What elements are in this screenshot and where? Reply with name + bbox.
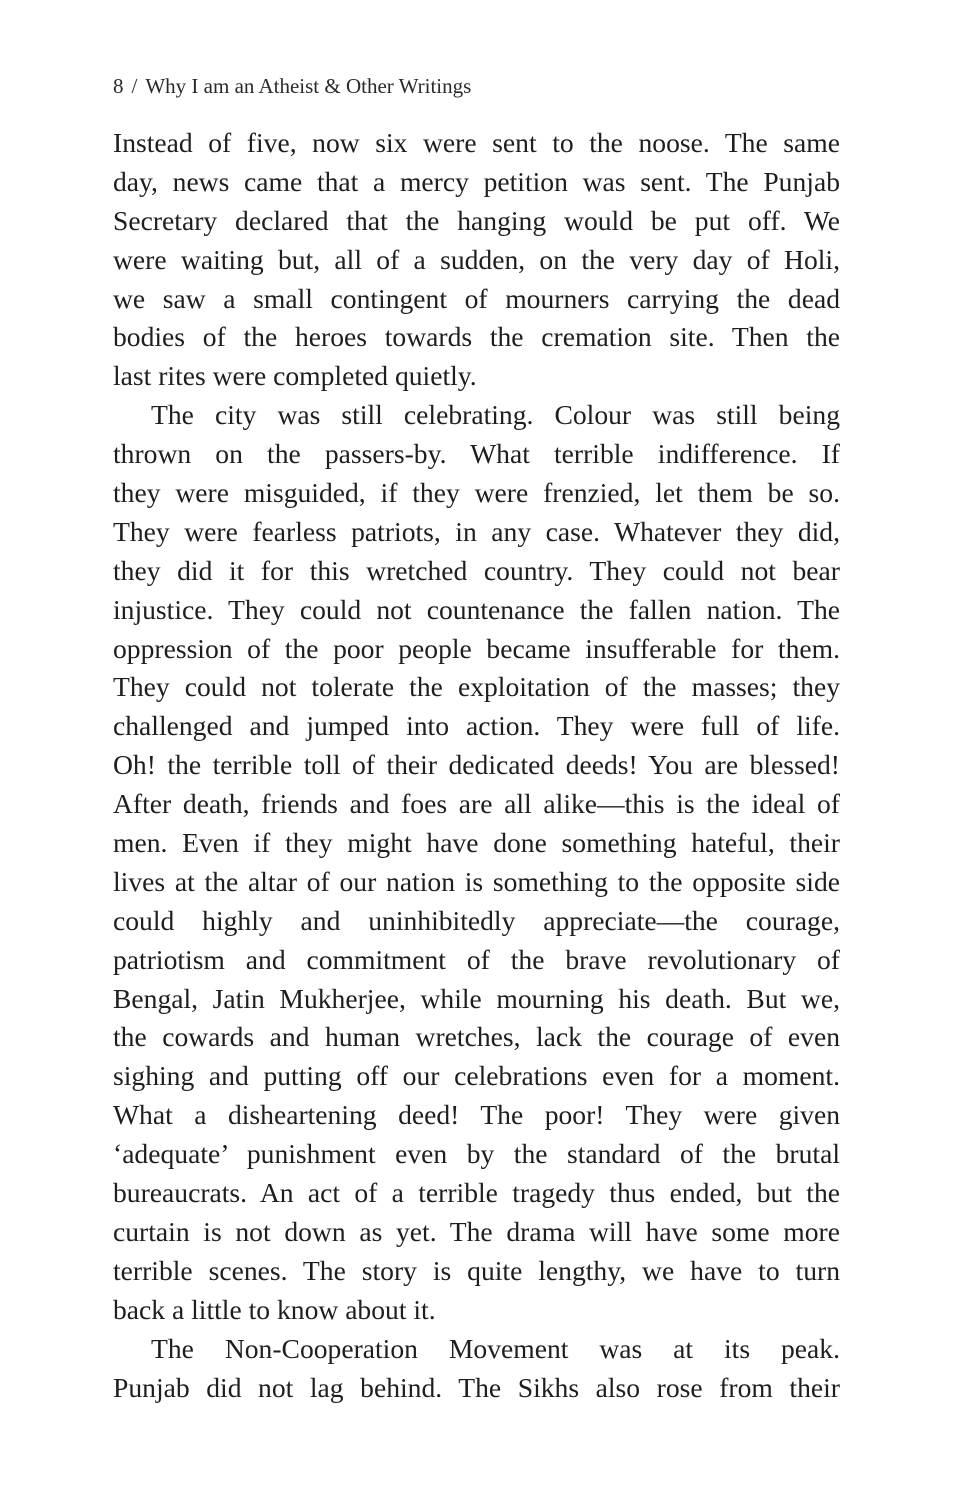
text-line: bodies of the heroes towards the cremation site. Then the: [113, 321, 840, 353]
text-line: last rites were completed quietly.: [113, 360, 477, 392]
text-line: After death, friends and foes are all alike—this is the ideal of: [113, 788, 840, 820]
text-line: What a disheartening deed! The poor! They were given: [113, 1099, 840, 1131]
text-line: lives at the altar of our nation is something to the opposite side: [113, 865, 840, 897]
text-line: They could not tolerate the exploitation of the masses; they: [113, 671, 840, 703]
text-line: Instead of five, now six were sent to the noose. The same: [113, 127, 840, 158]
running-head: [113, 72, 471, 100]
text-line: Punjab did not lag behind. The Sikhs also rose from their: [113, 1371, 840, 1403]
page-number: 8: [113, 74, 124, 98]
text-line: could highly and uninhibitedly appreciate—the courage,: [113, 904, 840, 936]
text-line: Bengal, Jatin Mukherjee, while mourning his death. But we,: [113, 982, 840, 1014]
running-head-separator: /: [131, 74, 138, 98]
text-line: Secretary declared that the hanging would be put off. We: [113, 204, 840, 236]
body-text: [113, 124, 840, 1407]
text-line: were waiting but, all of a sudden, on the very day of Holi,: [113, 243, 840, 275]
text-line: oppression of the poor people became insufferable for them.: [113, 632, 840, 664]
text-line: The city was still celebrating. Colour was still being: [151, 399, 840, 431]
text-line: thrown on the passers-by. What terrible indifference. If: [113, 438, 840, 470]
text-line: The Non-Cooperation Movement was at its peak.: [151, 1332, 840, 1364]
book-title: Why I am an Atheist & Other Writings: [145, 74, 472, 98]
text-line: challenged and jumped into action. They were full of life.: [113, 710, 840, 742]
text-line: they were misguided, if they were frenzied, let them be so.: [113, 477, 840, 509]
text-line: ‘adequate’ punishment even by the standard of the brutal: [113, 1138, 840, 1170]
text-line: back a little to know about it.: [113, 1293, 436, 1325]
text-line: terrible scenes. The story is quite lengthy, we have to turn: [113, 1254, 840, 1286]
text-line: they did it for this wretched country. They could not bear: [113, 554, 840, 586]
text-line: men. Even if they might have done something hateful, their: [113, 827, 840, 859]
text-line: They were fearless patriots, in any case. Whatever they did,: [113, 515, 840, 547]
text-line: sighing and putting off our celebrations even for a moment.: [113, 1060, 840, 1092]
text-line: day, news came that a mercy petition was sent. The Punjab: [113, 165, 840, 197]
text-line: bureaucrats. An act of a terrible tragedy thus ended, but the: [113, 1177, 840, 1209]
text-line: injustice. They could not countenance the fallen nation. The: [113, 593, 840, 625]
text-line: patriotism and commitment of the brave revolutionary of: [113, 943, 840, 975]
text-line: curtain is not down as yet. The drama will have some more: [113, 1215, 840, 1247]
text-line: the cowards and human wretches, lack the courage of even: [113, 1021, 840, 1053]
text-line: Oh! the terrible toll of their dedicated deeds! You are blessed!: [113, 749, 840, 781]
text-line: we saw a small contingent of mourners carrying the dead: [113, 282, 840, 314]
